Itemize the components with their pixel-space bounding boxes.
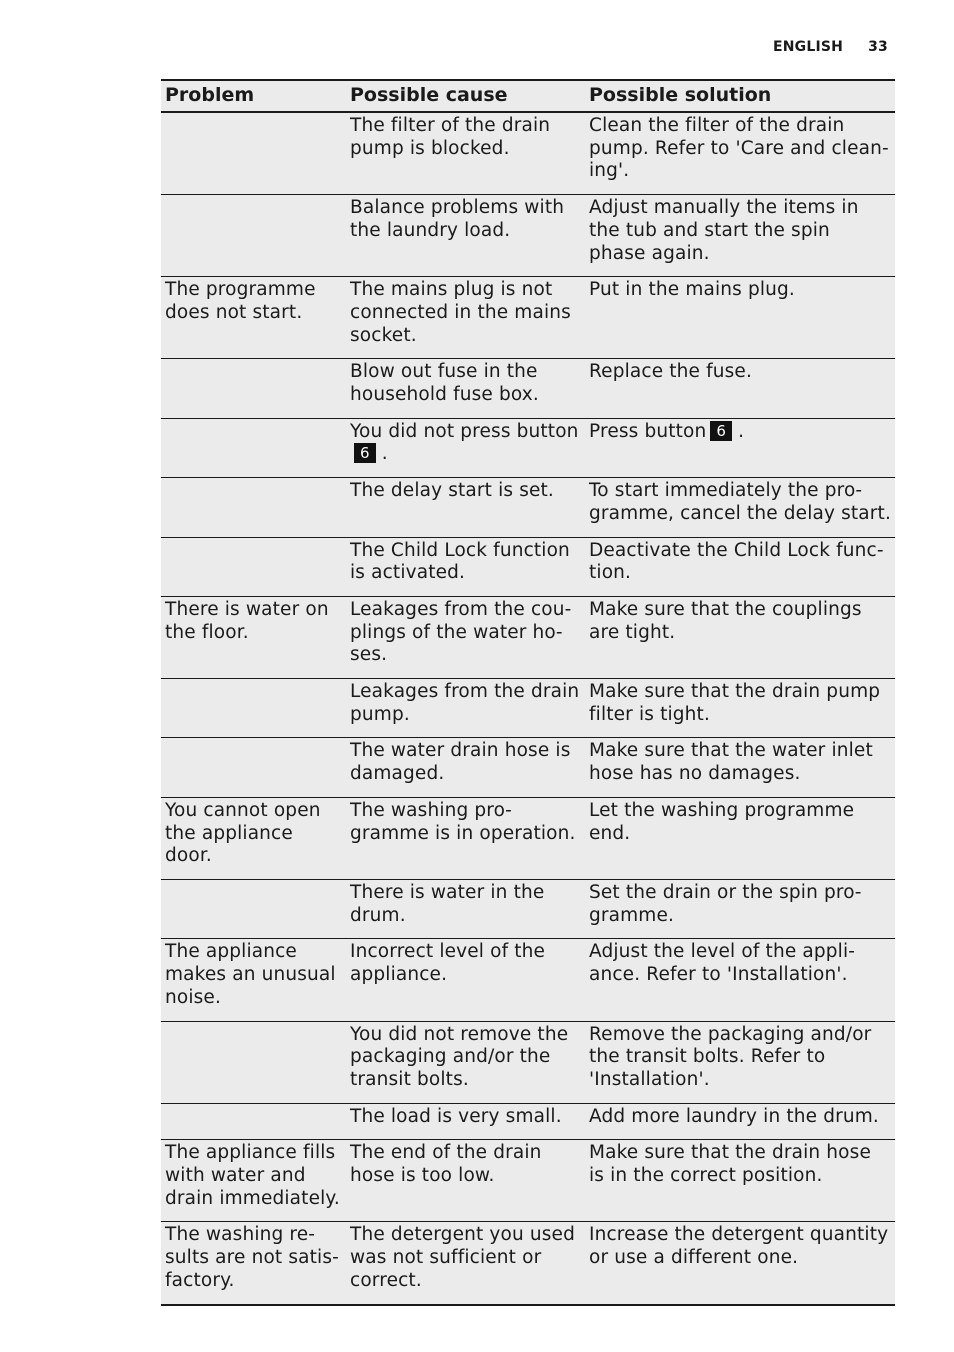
solution-cell: Adjust manually the items in the tub and start the spin phase again. — [585, 195, 895, 277]
table-row — [161, 537, 895, 596]
table-row — [161, 738, 895, 797]
solution-cell: Let the washing programme end. — [585, 797, 895, 879]
problem-cell — [161, 112, 346, 195]
solution-cell — [585, 418, 895, 477]
problem-cell — [161, 537, 346, 596]
language-label: ENGLISH — [773, 39, 844, 55]
cause-cell: The mains plug is not connected in the mains socket. — [346, 277, 585, 359]
table-row — [161, 478, 895, 537]
solution-cell: Add more laundry in the drum. — [585, 1103, 895, 1140]
troubleshooting-table — [161, 79, 895, 1306]
table-row — [161, 1103, 895, 1140]
cause-cell: The delay start is set. — [346, 478, 585, 537]
cause-cell: You did not remove the packaging and/or the transit bolts. — [346, 1021, 585, 1103]
solution-cell: Clean the filter of the drain pump. Refer to 'Care and cleaning'. — [589, 115, 889, 182]
table-row — [161, 879, 895, 938]
solution-suffix: . — [738, 420, 745, 442]
table-row — [161, 596, 895, 678]
problem-cell — [161, 1103, 346, 1140]
table-row — [161, 195, 895, 277]
solution-cell: Set the drain or the spin programme. — [585, 879, 895, 938]
cause-text: You did not press button — [350, 420, 579, 442]
problem-cell: The appliance fills with water and drain immediately. — [161, 1140, 346, 1222]
table-header-row — [161, 80, 895, 112]
cause-suffix: . — [381, 443, 388, 465]
cause-cell: The filter of the drain pump is blocked. — [350, 115, 551, 159]
solution-cell: Make sure that the drain pump filter is tight. — [585, 679, 895, 738]
cause-cell: The detergent you used was not sufficient or correct. — [346, 1222, 585, 1305]
problem-cell — [161, 195, 346, 277]
cause-cell: Balance problems with the laundry load. — [346, 195, 585, 277]
table-row — [161, 277, 895, 359]
cause-cell: Leakages from the couplings of the water hoses. — [346, 596, 585, 678]
solution-cell: Make sure that the water inlet hose has no damages. — [585, 738, 895, 797]
cause-cell: The washing programme is in operation. — [346, 797, 585, 879]
solution-cell: Put in the mains plug. — [585, 277, 895, 359]
cause-cell: The end of the drain hose is too low. — [346, 1140, 585, 1222]
problem-cell: There is water on the floor. — [161, 596, 346, 678]
table-row — [161, 1140, 895, 1222]
solution-text: Press button — [589, 420, 707, 442]
table-row — [161, 418, 895, 477]
cause-cell — [346, 418, 585, 477]
solution-cell: Remove the packaging and/or the transit bolts. Refer to 'Installation'. — [585, 1021, 895, 1103]
problem-cell: The washing results are not satisfactory. — [161, 1222, 346, 1305]
solution-cell: Make sure that the couplings are tight. — [585, 596, 895, 678]
button-6-symbol: 6 — [710, 421, 732, 441]
problem-cell — [161, 679, 346, 738]
cause-cell: Incorrect level of the appliance. — [346, 939, 585, 1021]
cause-cell: The load is very small. — [346, 1103, 585, 1140]
cause-cell: Blow out fuse in the household fuse box. — [346, 359, 585, 418]
problem-cell: You cannot open the appliance door. — [161, 797, 346, 879]
button-6-symbol: 6 — [354, 443, 376, 463]
problem-cell — [161, 879, 346, 938]
page-header — [773, 39, 888, 55]
solution-cell: Replace the fuse. — [585, 359, 895, 418]
cause-cell: There is water in the drum. — [346, 879, 585, 938]
problem-cell — [161, 1021, 346, 1103]
table-row — [161, 112, 895, 195]
cause-cell: Leakages from the drain pump. — [346, 679, 585, 738]
problem-cell — [161, 478, 346, 537]
solution-cell: To start immediately the programme, cancel the delay start. — [585, 478, 895, 537]
solution-cell: Deactivate the Child Lock function. — [585, 537, 895, 596]
table-row — [161, 359, 895, 418]
solution-cell: Increase the detergent quantity or use a different one. — [585, 1222, 895, 1305]
column-header-problem: Problem — [161, 80, 346, 112]
column-header-cause: Possible cause — [346, 80, 585, 112]
solution-cell: Adjust the level of the appliance. Refer to 'Installation'. — [585, 939, 895, 1021]
table-row — [161, 1222, 895, 1305]
solution-cell: Make sure that the drain hose is in the correct position. — [585, 1140, 895, 1222]
cause-cell: The Child Lock function is activated. — [346, 537, 585, 596]
problem-cell — [161, 738, 346, 797]
table-row — [161, 939, 895, 1021]
table-row — [161, 1021, 895, 1103]
table-row — [161, 797, 895, 879]
problem-cell — [161, 418, 346, 477]
table-row — [161, 679, 895, 738]
column-header-solution: Possible solution — [585, 80, 895, 112]
cause-cell: The water drain hose is damaged. — [346, 738, 585, 797]
problem-cell — [161, 359, 346, 418]
problem-cell: The appliance makes an unusual noise. — [161, 939, 346, 1021]
problem-cell: The programme does not start. — [161, 277, 346, 359]
page-number: 33 — [868, 39, 888, 55]
